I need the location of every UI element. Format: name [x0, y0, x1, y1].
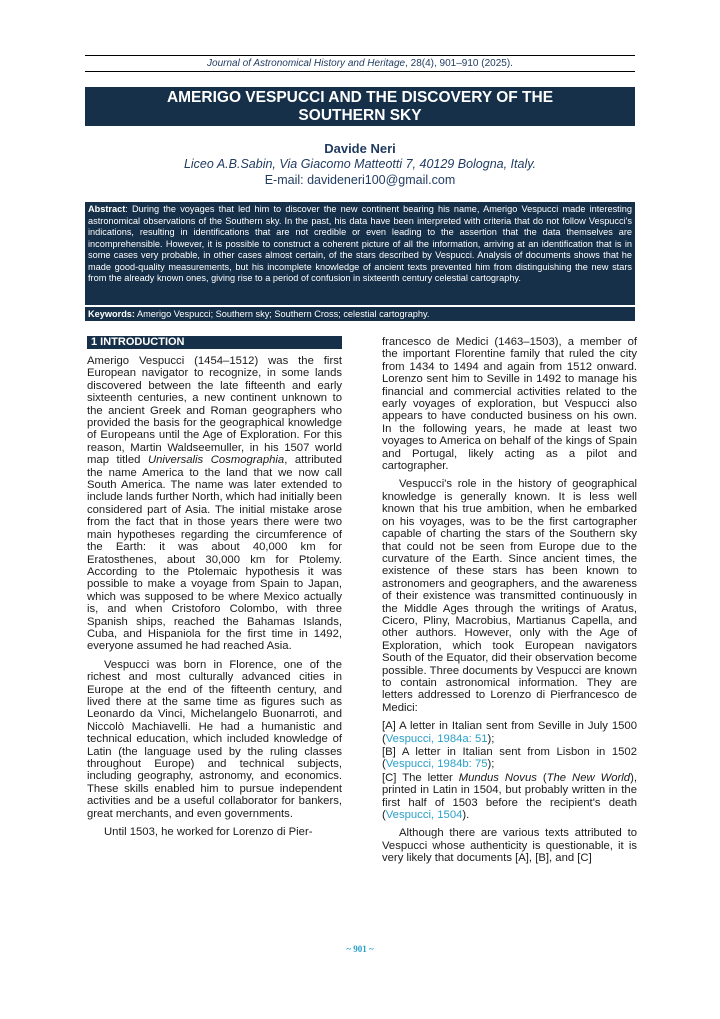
- abstract-box: [85, 202, 635, 305]
- author-email: E-mail: davideneri100@gmail.com: [264, 173, 456, 187]
- page-number: ~ 901 ~: [346, 944, 374, 954]
- title-line-1: AMERIGO VESPUCCI AND THE DISCOVERY OF THE: [166, 89, 554, 106]
- paragraph-1-text-b: , attributed the name America to the land that we now call South America. The name was later extended to include lands further North, which had initially been considered part of Asia. The initial mistake arose from the fact that in those years there were two main hypotheses regarding the circumference of the Earth: it was about 40,000 km for Eratosthenes, about 30,000 km for Ptolemy. According to the Ptolemaic hypothesis it was possible to make a voyage from Spain to Japan, which was supposed to be where Mexico actually is, and when Cristoforo Colombo, with three Spanish ships, reached the Bahamas Islands, Cuba, and Hispaniola for the first time in 1492, everyone assumed he had reached Asia.: [87, 454, 342, 653]
- journal-citation: , 28(4), 901–910 (2025).: [405, 58, 513, 69]
- reference-b-end: );: [487, 758, 495, 771]
- keywords-box: [85, 307, 635, 321]
- reference-c: [382, 772, 637, 822]
- left-column: [87, 336, 342, 844]
- reference-c-text-b: (: [536, 771, 547, 784]
- paragraph-3: Until 1503, he worked for Lorenzo di Pier-: [104, 826, 313, 839]
- citation-link-a[interactable]: Vespucci, 1984a: 51: [385, 732, 488, 745]
- reference-a-text: [A] A letter in Italian sent from Seville in July 1500 (: [382, 720, 637, 745]
- paragraph-1: [87, 355, 342, 653]
- reference-c-text-c: ), printed in Latin in 1504, but probably written in the first half of 1503 before the recipient's death (: [382, 771, 638, 822]
- article-title: [85, 87, 635, 126]
- abstract-text: : During the voyages that led him to discover the new continent bearing his name, Amerigo Vespucci made interesting astronomical observations of the Southern sky. In the past, his data have been interpreted with criteria that do not follow Vespucci's indications, resulting in identifications that are not credible or even leading to the assertion that the data themselves are incomprehensible. However, it is possible to construct a coherent picture of all the information, arriving at an identification that is in some cases very probable, in other cases almost certain, of the stars described by Vespucci. Analysis of documents shows that he made good-quality measurements, but his incomplete knowledge of ancient texts prevented him from distinguishing the new stars from the already known ones, giving rise to a period of confusion in sixteenth century celestial cartography.: [88, 204, 632, 283]
- right-column: [382, 336, 637, 871]
- reference-a-end: );: [487, 732, 495, 745]
- citation-link-b[interactable]: Vespucci, 1984b: 75: [385, 758, 488, 771]
- reference-c-end: ).: [462, 809, 470, 822]
- journal-name: Journal of Astronomical History and Heritage: [207, 58, 406, 69]
- title-line-2: SOUTHERN SKY: [298, 107, 422, 124]
- abstract-label: Abstract: [88, 204, 126, 214]
- citation-link-c[interactable]: Vespucci, 1504: [385, 809, 463, 822]
- author-name: Davide Neri: [324, 141, 396, 156]
- paragraph-4: Vespucci's role in the history of geographical knowledge is generally known. It is less well known that his true ambition, when he embarked on his voyages, was to be the first cartographer capable of charting the stars of the Southern sky that could not be seen from Europe due to the curvature of the Earth. Since ancient times, the existence of these stars has been known to astronomers and geographers, and the awareness of their existence was transmitted continuously in the Middle Ages through the writings of Aratus, Cicero, Pliny, Macrobius, Martianus Capella, and other authors. However, only with the Age of Exploration, which took European navigators South of the Equator, did their observation become possible. Three documents by Vespucci are known to contain astronomical information. They are letters addressed to Lorenzo di Pierfrancesco de Medici:: [382, 478, 637, 714]
- paragraph-2: Vespucci was born in Florence, one of the richest and most culturally advanced cities in Europe at the end of the fifteenth century, and lived there at the same time as figures such as Leonardo da Vinci, Michelangelo Buonarroti, and Niccolò Machiavelli. He had a humanistic and technical education, which included knowledge of Latin (the language used by the ruling classes throughout Europe) and technical subjects, including geography, astronomy, and economics. These skills enabled him to pursue independent activities and be a useful collaborator for bankers, great merchants, and even governments.: [87, 658, 342, 820]
- reference-b-text: [B] A letter in Italian sent from Lisbon in 1502 (: [382, 746, 637, 771]
- keywords-text: Amerigo Vespucci; Southern sky; Southern Cross; celestial cartography.: [134, 309, 430, 319]
- paragraph-5: Although there are various texts attributed to Vespucci whose authenticity is questionable, it is very likely that documents [A], [B], and [C]: [382, 827, 637, 865]
- keywords-label: Keywords:: [88, 309, 135, 319]
- journal-header: [85, 55, 635, 72]
- section-heading: 1 INTRODUCTION: [87, 336, 342, 349]
- author-affiliation: Liceo A.B.Sabin, Via Giacomo Matteotti 7, 40129 Bologna, Italy.: [183, 157, 537, 171]
- reference-b: [382, 746, 637, 771]
- paragraph-1-text-a: Amerigo Vespucci (1454–1512) was the first European navigator to recognize, in some lands discovered between the late fifteenth and early sixteenth centuries, a new continent unknown to the ancient Greek and Roman geographers who provided the basis for the geographical knowledge of Europeans until the Age of Exploration. For this reason, Martin Waldseemuller, in his 1507 world map titled: [87, 355, 342, 467]
- reference-a: [382, 720, 637, 745]
- paragraph-3-continued: francesco de Medici (1463–1503), a member of the important Florentine family that ruled the city from 1434 to 1494 and again from 1512 onward. Lorenzo sent him to Seville in 1492 to manage his financial and commercial activities related to the early voyages of exploration, but Vespucci also appears to have conducted business on his own. In the following years, he made at least two voyages to America on behalf of the kings of Spain and Portugal, likely acting as a pilot and cartographer.: [382, 336, 637, 473]
- reference-c-text-a: [C] The letter: [382, 771, 459, 784]
- map-title-italic: Universalis Cosmographia: [147, 454, 285, 467]
- reference-c-italic-1: Mundus Novus: [458, 771, 537, 784]
- reference-c-italic-2: The New World: [546, 771, 631, 784]
